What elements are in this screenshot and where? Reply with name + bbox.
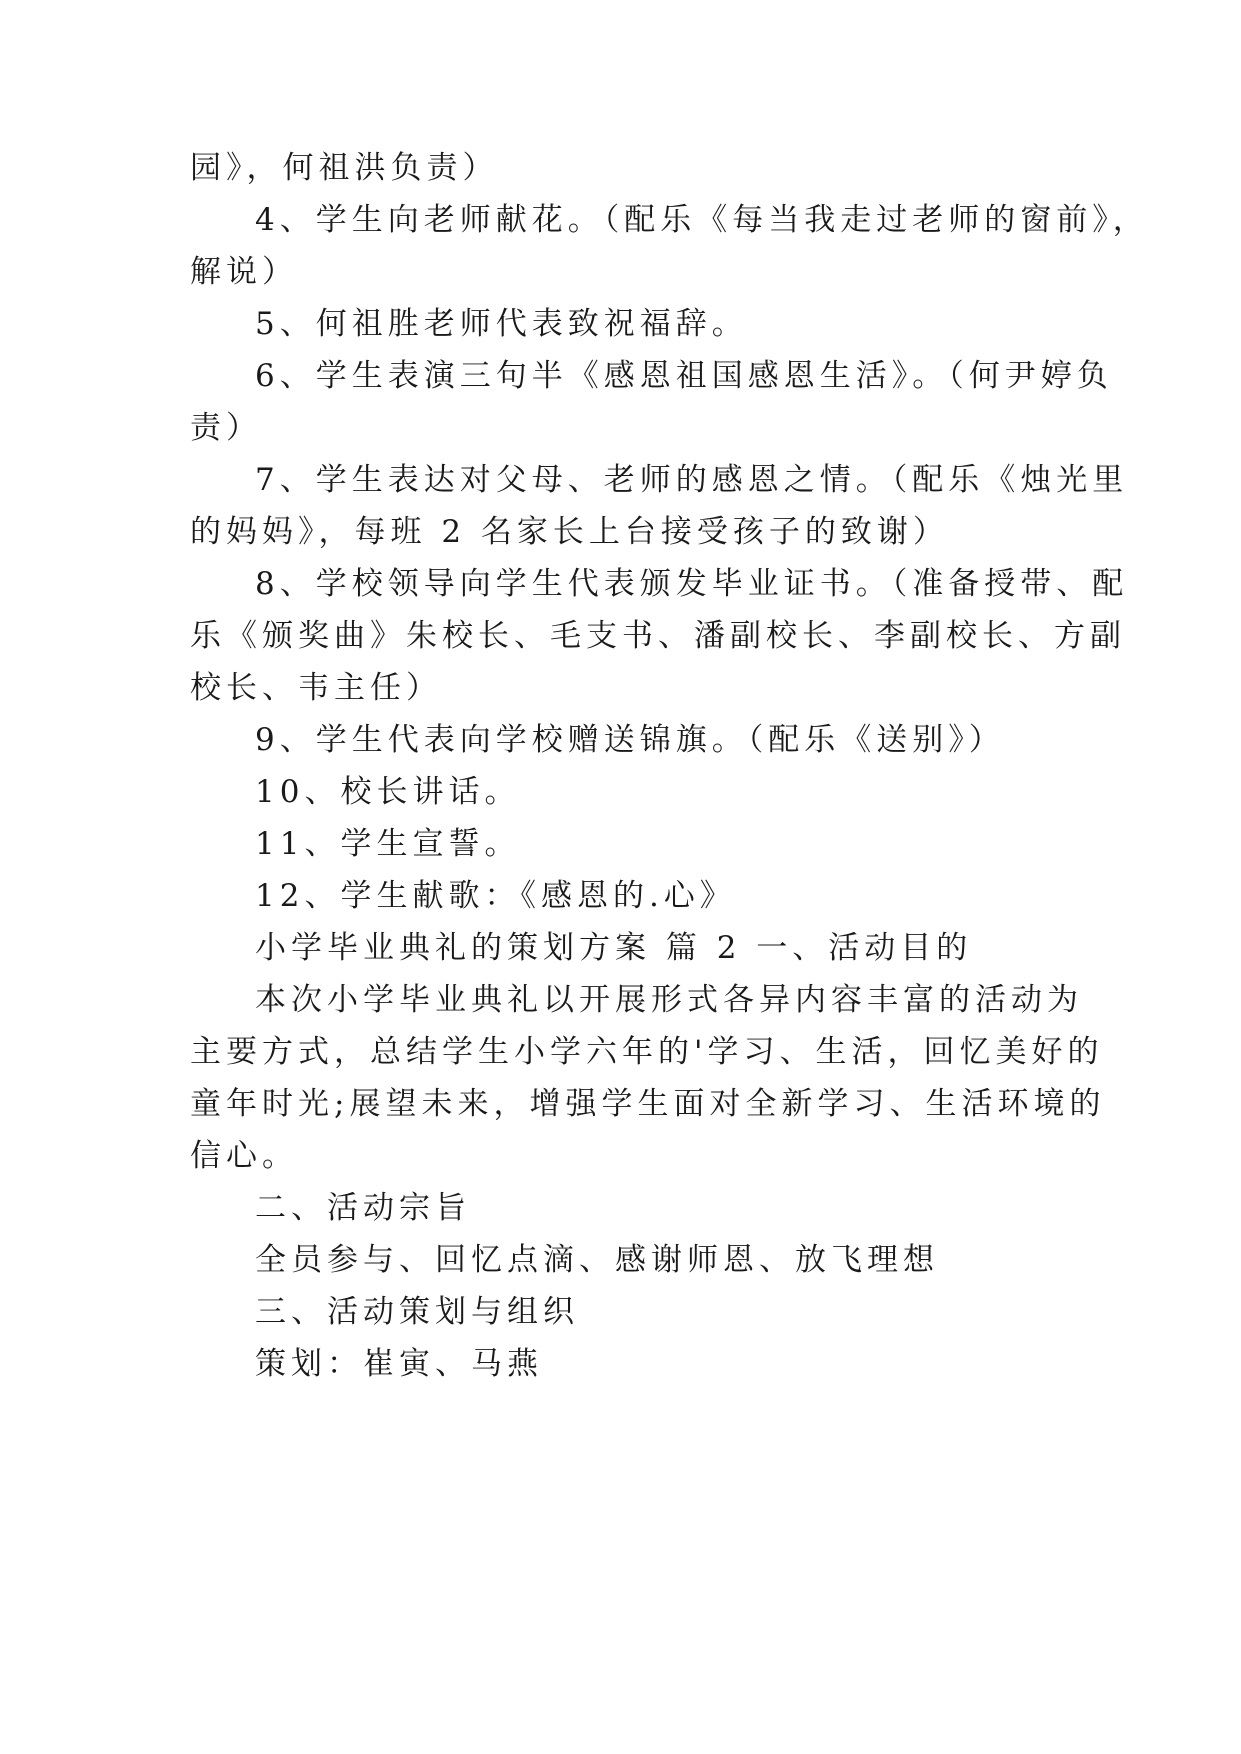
text-line: 责） <box>190 410 262 446</box>
text-line: 乐《颁奖曲》朱校长、毛支书、潘副校长、李副校长、方副 <box>190 618 1126 654</box>
text-line: 5、何祖胜老师代表致祝福辞。 <box>255 306 748 342</box>
text-line: 信心。 <box>190 1138 298 1174</box>
section-heading: 二、活动宗旨 <box>255 1190 471 1226</box>
text-line: 8、学校领导向学生代表颁发毕业证书。（准备授带、配 <box>255 566 1129 602</box>
text-line: 策划：崔寅、马燕 <box>255 1346 543 1382</box>
text-line: 7、学生表达对父母、老师的感恩之情。（配乐《烛光里 <box>255 462 1129 498</box>
text-line: 校长、韦主任） <box>190 670 442 706</box>
text-line: 11、学生宣誓。 <box>255 826 521 862</box>
text-line: 本次小学毕业典礼以开展形式各异内容丰富的活动为 <box>255 982 1083 1018</box>
text-line: 全员参与、回忆点滴、感谢师恩、放飞理想 <box>255 1242 939 1278</box>
text-line: 4、学生向老师献花。（配乐《每当我走过老师的窗前》， <box>255 202 1149 238</box>
text-line: 9、学生代表向学校赠送锦旗。（配乐《送别》） <box>255 722 1005 758</box>
section-heading: 小学毕业典礼的策划方案 篇 2 一、活动目的 <box>255 930 973 966</box>
section-heading: 三、活动策划与组织 <box>255 1294 579 1330</box>
text-line: 主要方式，总结学生小学六年的'学习、生活，回忆美好的 <box>190 1034 1104 1070</box>
text-line: 6、学生表演三句半《感恩祖国感恩生活》。（何尹婷负 <box>255 358 1113 394</box>
text-line: 的妈妈》，每班 2 名家长上台接受孩子的致谢） <box>190 514 949 550</box>
text-line: 童年时光;展望未来，增强学生面对全新学习、生活环境的 <box>190 1086 1106 1122</box>
text-line: 12、学生献歌：《感恩的.心》 <box>255 878 736 914</box>
text-line: 10、校长讲话。 <box>255 774 521 810</box>
text-line: 园》，何祖洪负责） <box>190 150 499 186</box>
text-line: 解说） <box>190 254 298 290</box>
